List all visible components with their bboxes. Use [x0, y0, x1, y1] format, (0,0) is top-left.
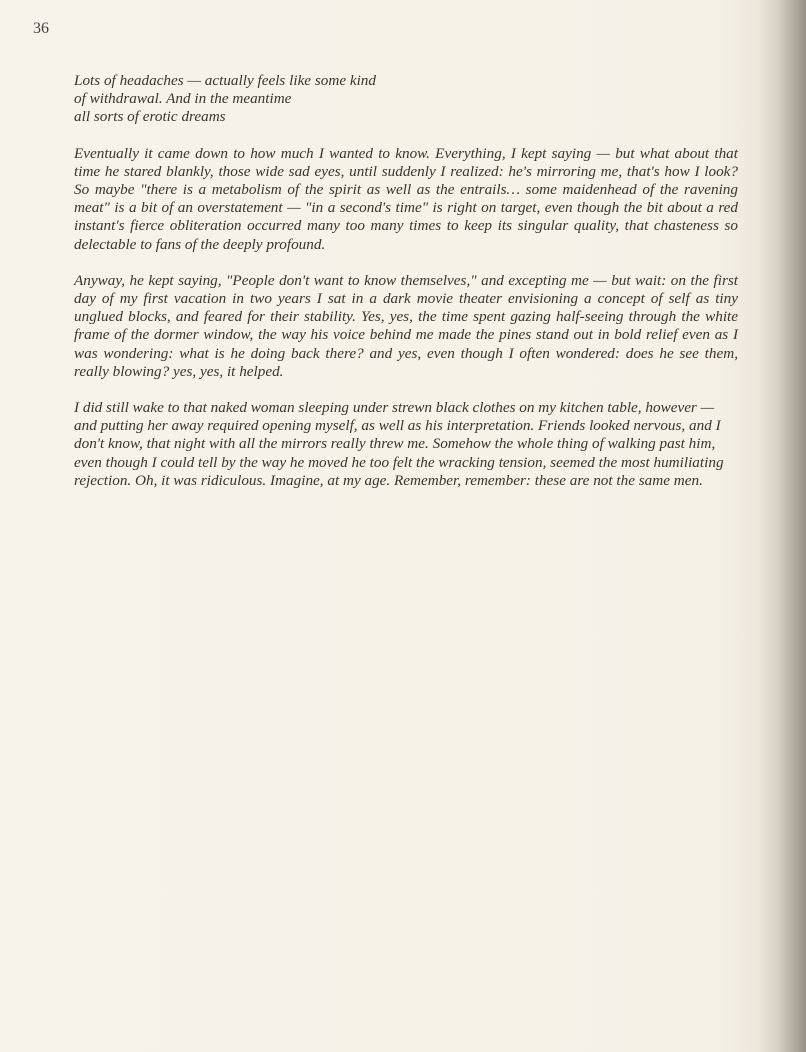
paragraph-3: I did still wake to that naked woman sleeping under strewn black clothes on my kitchen table, however — and putting her away required opening myself, as well as his interpretation. Friends looked nervous, and I don't know, that night with all the mirrors really threw me. Somehow the whole thing of walking past him, even though I could tell by the way he moved he too felt the wracking tension, seemed the most humiliating rejection. Oh, it was ridiculous. Imagine, at my age. Remember, remember: these are not the same men.	[74, 399, 724, 489]
poem-body	[74, 72, 738, 508]
paragraph-1: Eventually it came down to how much I wanted to know. Everything, I kept saying — but what about that time he stared blankly, those wide sad eyes, until suddenly I realized: he's mirroring me, that's how I look? So maybe "there is a metabolism of the spirit as well as the entrails… some maidenhead of the ravening meat" is a bit of an overstatement — "in a second's time" is right on target, even though the bit about a red instant's fierce obliteration occurred many too many times to keep its singular quality, that chasteness so delectable to fans of the deeply profound.	[74, 144, 738, 253]
opening-stanza	[74, 72, 738, 127]
stanza-line: Lots of headaches — actually feels like some kind	[74, 72, 376, 89]
page-number: 36	[33, 20, 49, 37]
paragraph-2: Anyway, he kept saying, "People don't want to know themselves," and excepting me — but wait: on the first day of my first vacation in two years I sat in a dark movie theater envisioning a concept of self as tiny unglued blocks, and feared for their stability. Yes, yes, the time spent gazing half-seeing through the white frame of the dormer window, the way his voice behind me made the pines stand out in bold relief even as I was wondering: what is he doing back there? and yes, even though I often wondered: does he see them, really blowing? yes, yes, it helped.	[74, 271, 738, 380]
stanza-line: of withdrawal. And in the meantime	[74, 90, 292, 108]
stanza-line: all sorts of erotic dreams	[74, 108, 226, 126]
spine-shadow	[760, 0, 806, 1052]
